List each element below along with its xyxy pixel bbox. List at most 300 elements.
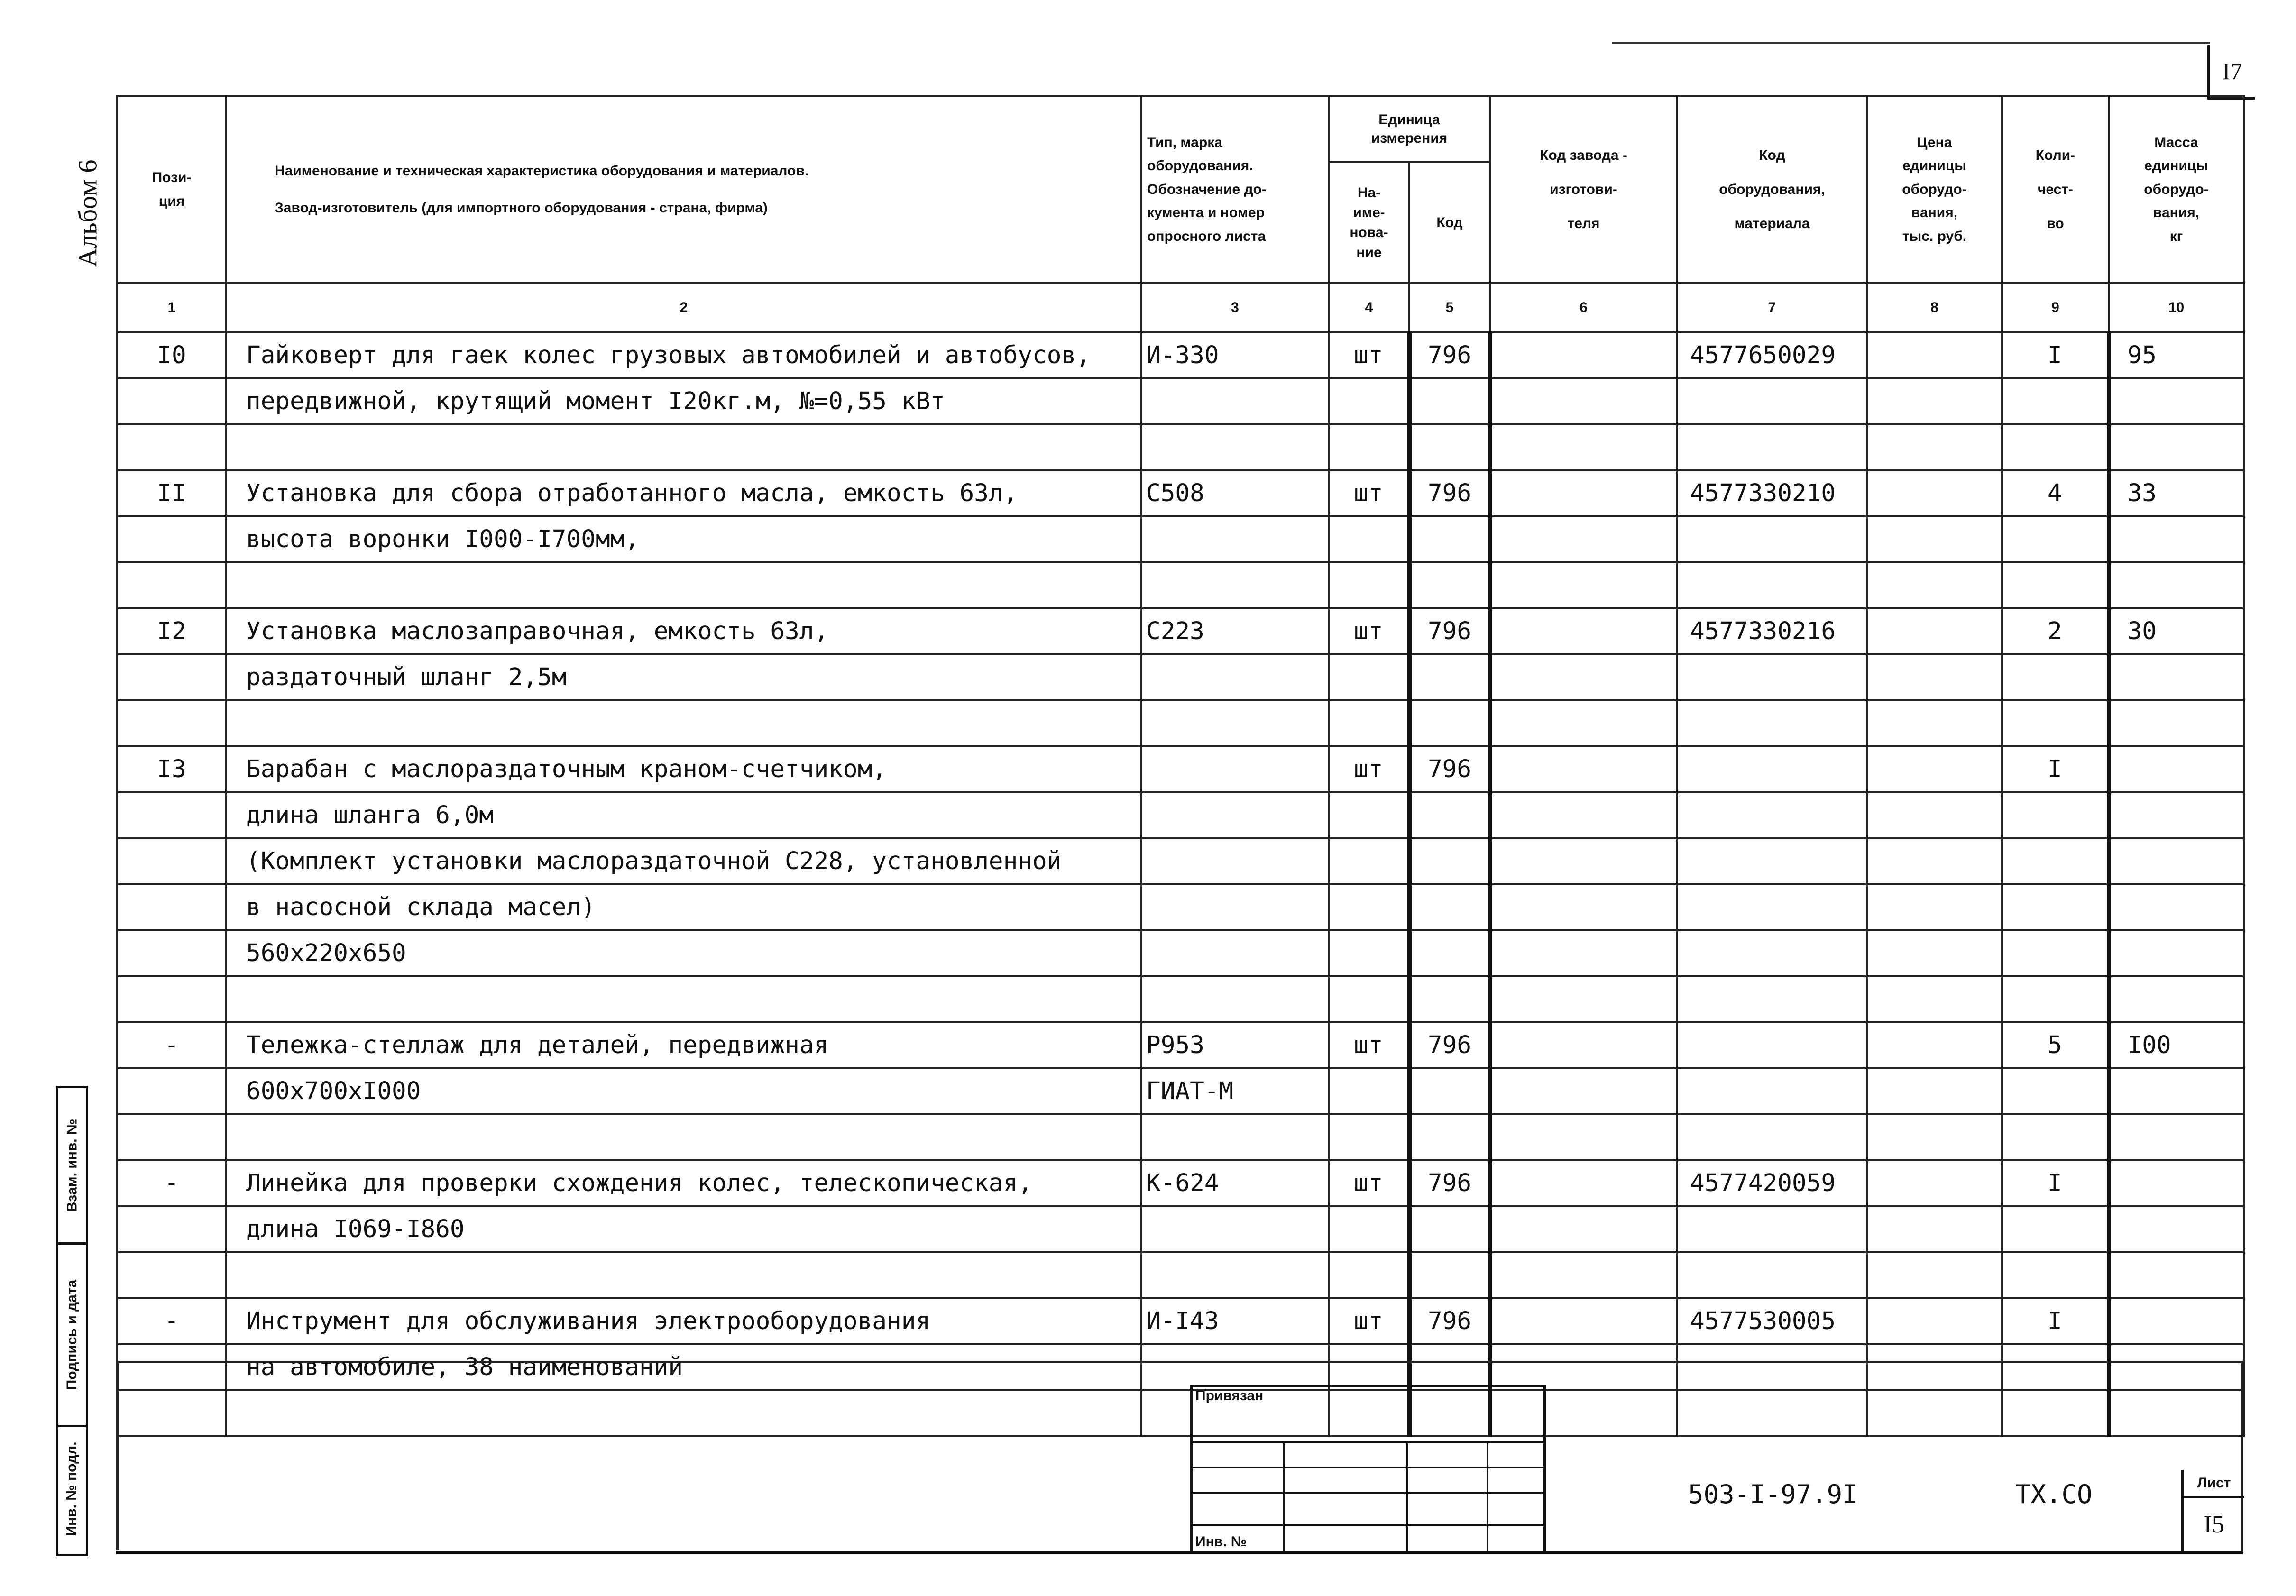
cell-unit-name [1329, 930, 1409, 976]
cell-mass [2109, 424, 2244, 470]
cell-unit-code: 796 [1409, 470, 1490, 516]
cell-type: ГИАТ-М [1141, 1068, 1329, 1114]
section-code: ТХ.СО [2015, 1479, 2093, 1509]
sheet-number: I5 [2204, 1511, 2224, 1538]
cell-equipment-code [1677, 654, 1867, 700]
cell-unit-code [1409, 378, 1490, 424]
cell-unit-name [1329, 976, 1409, 1022]
cell-name [226, 424, 1141, 470]
cell-name [226, 700, 1141, 746]
cell-factory-code [1490, 838, 1677, 884]
table-row [117, 838, 2244, 884]
cell-factory-code [1490, 516, 1677, 562]
cell-quantity [2002, 424, 2109, 470]
cell-type [1141, 654, 1329, 700]
cell-name: в насосной склада масел) [226, 884, 1141, 930]
cell-unit-name [1329, 1206, 1409, 1252]
top-rule [1612, 42, 2210, 44]
stamp-rule [1406, 1441, 1408, 1554]
cell-mass [2109, 1252, 2244, 1298]
cell-position [117, 1252, 226, 1298]
side-stamp-label: Инв. № подл. [64, 1441, 80, 1536]
cell-unit-name [1329, 424, 1409, 470]
cell-quantity [2002, 792, 2109, 838]
cell-price [1867, 332, 2002, 378]
table-row [117, 562, 2244, 608]
frame-left-rule [116, 1361, 119, 1550]
cell-quantity [2002, 1068, 2109, 1114]
cell-position [117, 1390, 226, 1436]
album-label-text: Альбом 6 [73, 159, 103, 267]
cell-factory-code [1490, 1160, 1677, 1206]
cell-quantity: 2 [2002, 608, 2109, 654]
cell-price [1867, 884, 2002, 930]
cell-mass [2109, 884, 2244, 930]
cell-equipment-code [1677, 1114, 1867, 1160]
cell-factory-code [1490, 1344, 1677, 1390]
cell-unit-code: 796 [1409, 332, 1490, 378]
cell-quantity: I [2002, 746, 2109, 792]
cell-factory-code [1490, 884, 1677, 930]
header-unit-code: Код [1409, 162, 1490, 283]
cell-position [117, 884, 226, 930]
table-row [117, 1068, 2244, 1114]
cell-position [117, 516, 226, 562]
cell-price [1867, 700, 2002, 746]
table-row [117, 1298, 2244, 1344]
cell-type: Р953 [1141, 1022, 1329, 1068]
cell-quantity: 5 [2002, 1022, 2109, 1068]
cell-factory-code [1490, 1068, 1677, 1114]
table-row [117, 378, 2244, 424]
cell-unit-code: 796 [1409, 1022, 1490, 1068]
header-quantity: Коли- чест- во [2002, 96, 2109, 283]
cell-equipment-code [1677, 378, 1867, 424]
cell-mass [2109, 562, 2244, 608]
table-row [117, 608, 2244, 654]
cell-factory-code [1490, 1206, 1677, 1252]
header-unit-name: На- име- нова- ние [1329, 162, 1409, 283]
cell-position [117, 1068, 226, 1114]
col-number: 3 [1141, 283, 1329, 332]
side-stamp-label: Подпись и дата [64, 1279, 80, 1390]
cell-mass [2109, 1068, 2244, 1114]
cell-unit-code: 796 [1409, 746, 1490, 792]
cell-price [1867, 1298, 2002, 1344]
col-number: 9 [2002, 283, 2109, 332]
cell-type: С223 [1141, 608, 1329, 654]
cell-position [117, 654, 226, 700]
cell-name: Гайковерт для гаек колес грузовых автомобилей и автобусов, [226, 332, 1141, 378]
cell-factory-code [1490, 930, 1677, 976]
cell-factory-code [1490, 562, 1677, 608]
cell-name: (Комплект установки маслораздаточной С228, установленной [226, 838, 1141, 884]
cell-equipment-code [1677, 1068, 1867, 1114]
cell-name: раздаточный шланг 2,5м [226, 654, 1141, 700]
cell-quantity: 4 [2002, 470, 2109, 516]
header-position: Пози- ция [117, 96, 226, 283]
cell-factory-code [1490, 378, 1677, 424]
col-number: 1 [117, 283, 226, 332]
cell-type [1141, 1252, 1329, 1298]
cell-quantity [2002, 562, 2109, 608]
cell-name: 560х220х650 [226, 930, 1141, 976]
cell-price [1867, 654, 2002, 700]
cell-mass [2109, 378, 2244, 424]
col-number: 7 [1677, 283, 1867, 332]
cell-unit-code [1409, 424, 1490, 470]
cell-unit-name [1329, 378, 1409, 424]
table-row [117, 1160, 2244, 1206]
top-sheet-number: I7 [2207, 45, 2255, 100]
cell-mass [2109, 1114, 2244, 1160]
cell-unit-code [1409, 654, 1490, 700]
cell-factory-code [1490, 792, 1677, 838]
cell-factory-code [1490, 700, 1677, 746]
cell-position: I0 [117, 332, 226, 378]
cell-mass [2109, 930, 2244, 976]
cell-quantity [2002, 1344, 2109, 1390]
cell-mass [2109, 700, 2244, 746]
cell-name [226, 562, 1141, 608]
cell-type [1141, 424, 1329, 470]
cell-unit-name [1329, 562, 1409, 608]
cell-position: - [117, 1022, 226, 1068]
cell-price [1867, 838, 2002, 884]
cell-type: И-I43 [1141, 1298, 1329, 1344]
cell-unit-code [1409, 792, 1490, 838]
privyazan-stamp [1190, 1385, 1546, 1554]
cell-name [226, 976, 1141, 1022]
cell-unit-code [1409, 1068, 1490, 1114]
cell-position [117, 976, 226, 1022]
cell-equipment-code: 4577330216 [1677, 608, 1867, 654]
cell-name: передвижной, крутящий момент I20кг.м, №=0,55 кВт [226, 378, 1141, 424]
cell-unit-name [1329, 516, 1409, 562]
cell-unit-code [1409, 562, 1490, 608]
side-stamp-cell [58, 1426, 86, 1551]
cell-equipment-code: 4577650029 [1677, 332, 1867, 378]
cell-mass [2109, 516, 2244, 562]
cell-type [1141, 700, 1329, 746]
cell-equipment-code [1677, 930, 1867, 976]
cell-name: Линейка для проверки схождения колес, телескопическая, [226, 1160, 1141, 1206]
header-factory-code: Код завода - изготови- теля [1490, 96, 1677, 283]
cell-factory-code [1490, 1022, 1677, 1068]
cell-equipment-code [1677, 516, 1867, 562]
sheet-label: Лист [2184, 1470, 2244, 1498]
cell-price [1867, 1114, 2002, 1160]
cell-quantity [2002, 1114, 2109, 1160]
cell-price [1867, 1252, 2002, 1298]
table-row [117, 884, 2244, 930]
cell-position: II [117, 470, 226, 516]
cell-quantity [2002, 516, 2109, 562]
cell-type [1141, 1344, 1329, 1390]
cell-factory-code [1490, 1114, 1677, 1160]
cell-unit-name [1329, 1114, 1409, 1160]
header-equipment-code: Код оборудования, материала [1677, 96, 1867, 283]
table-bottom-rule [116, 1361, 2243, 1363]
cell-mass [2109, 1344, 2244, 1390]
document-code: 503-I-97.9I [1688, 1479, 1858, 1509]
cell-unit-code: 796 [1409, 1298, 1490, 1344]
cell-quantity [2002, 930, 2109, 976]
table-row [117, 792, 2244, 838]
cell-price [1867, 1160, 2002, 1206]
cell-factory-code [1490, 332, 1677, 378]
table-row [117, 1344, 2244, 1390]
cell-unit-code: 796 [1409, 1160, 1490, 1206]
cell-unit-code [1409, 1252, 1490, 1298]
cell-unit-name: шт [1329, 470, 1409, 516]
cell-equipment-code [1677, 976, 1867, 1022]
table-row [117, 700, 2244, 746]
cell-quantity [2002, 1252, 2109, 1298]
cell-equipment-code [1677, 1252, 1867, 1298]
album-label [66, 119, 109, 308]
cell-position: - [117, 1298, 226, 1344]
cell-unit-name [1329, 654, 1409, 700]
cell-name: Барабан с маслораздаточным краном-счетчиком, [226, 746, 1141, 792]
cell-price [1867, 562, 2002, 608]
cell-unit-name [1329, 838, 1409, 884]
cell-type [1141, 884, 1329, 930]
cell-position: - [117, 1160, 226, 1206]
side-stamp-cell [58, 1245, 86, 1427]
table-row [117, 1252, 2244, 1298]
side-stamp-cell [58, 1088, 86, 1245]
cell-mass: 95 [2109, 332, 2244, 378]
cell-position [117, 1206, 226, 1252]
cell-equipment-code [1677, 884, 1867, 930]
col-number: 8 [1867, 283, 2002, 332]
cell-position: I3 [117, 746, 226, 792]
side-stamp-label: Взам. инв. № [64, 1119, 80, 1212]
cell-factory-code [1490, 654, 1677, 700]
cell-position [117, 1114, 226, 1160]
cell-price [1867, 792, 2002, 838]
cell-type [1141, 838, 1329, 884]
cell-mass [2109, 1206, 2244, 1252]
cell-name: Установка для сбора отработанного масла, емкость 63л, [226, 470, 1141, 516]
cell-equipment-code [1677, 700, 1867, 746]
cell-price [1867, 424, 2002, 470]
header-mass: Масса единицы оборудо- вания, кг [2109, 96, 2244, 283]
cell-position [117, 792, 226, 838]
cell-unit-name [1329, 1068, 1409, 1114]
cell-factory-code [1490, 608, 1677, 654]
stamp-rule [1193, 1467, 1543, 1468]
header-type: Тип, марка оборудования. Обозначение до- кумента и номер опросного листа [1141, 96, 1329, 283]
cell-unit-name [1329, 792, 1409, 838]
cell-type [1141, 1114, 1329, 1160]
cell-quantity: I [2002, 332, 2109, 378]
cell-quantity [2002, 884, 2109, 930]
cell-type [1141, 792, 1329, 838]
cell-equipment-code [1677, 1344, 1867, 1390]
cell-type: К-624 [1141, 1160, 1329, 1206]
cell-factory-code [1490, 470, 1677, 516]
cell-position: I2 [117, 608, 226, 654]
header-price: Цена единицы оборудо- вания, тыс. руб. [1867, 96, 2002, 283]
cell-position [117, 838, 226, 884]
cell-quantity: I [2002, 1160, 2109, 1206]
cell-equipment-code [1677, 1390, 1867, 1436]
col-number: 10 [2109, 283, 2244, 332]
header-name: Наименование и техническая характеристика оборудования и материалов. Завод-изготовитель (для импортного оборудования - страна, фирма) [226, 96, 1141, 283]
cell-unit-code [1409, 838, 1490, 884]
cell-position [117, 562, 226, 608]
frame-bottom-rule [116, 1551, 2243, 1554]
table-row [117, 516, 2244, 562]
cell-unit-code [1409, 976, 1490, 1022]
cell-type [1141, 976, 1329, 1022]
cell-type [1141, 1206, 1329, 1252]
cell-unit-name [1329, 1252, 1409, 1298]
cell-equipment-code [1677, 1022, 1867, 1068]
cell-unit-name: шт [1329, 1022, 1409, 1068]
inv-label: Инв. № [1195, 1534, 1247, 1550]
cell-factory-code [1490, 976, 1677, 1022]
cell-unit-name [1329, 700, 1409, 746]
cell-equipment-code [1677, 562, 1867, 608]
stamp-rule [1193, 1441, 1543, 1443]
cell-quantity [2002, 838, 2109, 884]
cell-mass [2109, 1298, 2244, 1344]
cell-unit-name [1329, 1344, 1409, 1390]
cell-mass [2109, 976, 2244, 1022]
cell-position [117, 1344, 226, 1390]
sheet-box [2181, 1470, 2244, 1551]
cell-price [1867, 470, 2002, 516]
stamp-rule [1193, 1524, 1543, 1526]
cell-unit-code [1409, 516, 1490, 562]
cell-type: И-330 [1141, 332, 1329, 378]
cell-equipment-code: 4577420059 [1677, 1160, 1867, 1206]
equipment-table [116, 95, 2245, 1437]
cell-unit-name: шт [1329, 1298, 1409, 1344]
cell-price [1867, 930, 2002, 976]
cell-mass: 33 [2109, 470, 2244, 516]
cell-unit-code [1409, 884, 1490, 930]
table-body [117, 332, 2244, 1436]
stamp-rule [1283, 1441, 1285, 1554]
cell-price [1867, 1022, 2002, 1068]
cell-unit-code [1409, 700, 1490, 746]
table-row [117, 976, 2244, 1022]
cell-price [1867, 746, 2002, 792]
cell-name: длина шланга 6,0м [226, 792, 1141, 838]
cell-unit-name: шт [1329, 1160, 1409, 1206]
col-number: 4 [1329, 283, 1409, 332]
cell-position [117, 700, 226, 746]
stamp-rule [1487, 1441, 1488, 1554]
cell-name: высота воронки I000-I700мм, [226, 516, 1141, 562]
cell-equipment-code: 4577330210 [1677, 470, 1867, 516]
col-number: 6 [1490, 283, 1677, 332]
cell-unit-code [1409, 1344, 1490, 1390]
table-row [117, 1114, 2244, 1160]
cell-price [1867, 1344, 2002, 1390]
cell-quantity [2002, 1390, 2109, 1436]
cell-mass: I00 [2109, 1022, 2244, 1068]
cell-quantity [2002, 1206, 2109, 1252]
privyazan-label: Привязан [1195, 1388, 1264, 1403]
side-stamp [56, 1086, 88, 1556]
cell-factory-code [1490, 424, 1677, 470]
cell-quantity [2002, 654, 2109, 700]
cell-type [1141, 562, 1329, 608]
col-number: 2 [226, 283, 1141, 332]
table-row [117, 654, 2244, 700]
cell-mass [2109, 838, 2244, 884]
cell-mass [2109, 746, 2244, 792]
cell-mass: 30 [2109, 608, 2244, 654]
cell-name: длина I069-I860 [226, 1206, 1141, 1252]
cell-name [226, 1390, 1141, 1436]
cell-type [1141, 746, 1329, 792]
cell-type [1141, 516, 1329, 562]
cell-factory-code [1490, 1252, 1677, 1298]
cell-name: 600х700хI000 [226, 1068, 1141, 1114]
cell-unit-code [1409, 1114, 1490, 1160]
cell-price [1867, 1390, 2002, 1436]
cell-type [1141, 930, 1329, 976]
cell-unit-code: 796 [1409, 608, 1490, 654]
cell-unit-name [1329, 884, 1409, 930]
cell-price [1867, 1068, 2002, 1114]
cell-quantity [2002, 378, 2109, 424]
cell-mass [2109, 792, 2244, 838]
cell-type [1141, 378, 1329, 424]
cell-name [226, 1114, 1141, 1160]
cell-name [226, 1252, 1141, 1298]
cell-factory-code [1490, 1298, 1677, 1344]
cell-type: С508 [1141, 470, 1329, 516]
cell-equipment-code [1677, 1206, 1867, 1252]
table-row [117, 424, 2244, 470]
table-row [117, 746, 2244, 792]
cell-quantity [2002, 700, 2109, 746]
cell-equipment-code [1677, 792, 1867, 838]
table-row [117, 470, 2244, 516]
cell-quantity: I [2002, 1298, 2109, 1344]
cell-equipment-code: 4577530005 [1677, 1298, 1867, 1344]
table-row [117, 1022, 2244, 1068]
cell-factory-code [1490, 746, 1677, 792]
cell-mass [2109, 654, 2244, 700]
cell-unit-code [1409, 1206, 1490, 1252]
cell-unit-name: шт [1329, 608, 1409, 654]
header-unit-group: Единица измерения [1329, 96, 1490, 162]
table-row [117, 332, 2244, 378]
col-number: 5 [1409, 283, 1490, 332]
cell-name: на автомобиле, 38 наименований [226, 1344, 1141, 1390]
table-row [117, 930, 2244, 976]
table-row [117, 1390, 2244, 1436]
cell-position [117, 930, 226, 976]
cell-price [1867, 976, 2002, 1022]
cell-unit-code [1409, 930, 1490, 976]
cell-position [117, 378, 226, 424]
cell-equipment-code [1677, 424, 1867, 470]
cell-equipment-code [1677, 746, 1867, 792]
cell-name: Инструмент для обслуживания электрооборудования [226, 1298, 1141, 1344]
cell-name: Установка маслозаправочная, емкость 63л, [226, 608, 1141, 654]
cell-quantity [2002, 976, 2109, 1022]
cell-mass [2109, 1390, 2244, 1436]
